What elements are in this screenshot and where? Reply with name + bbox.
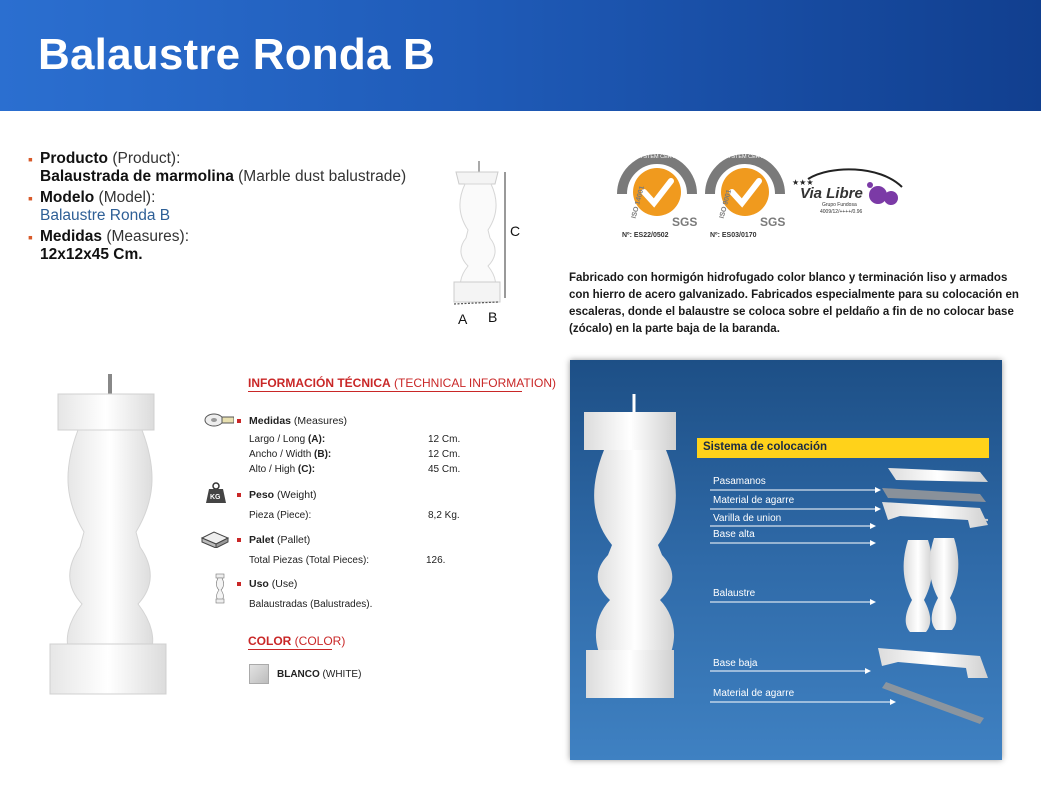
producto-label: Producto	[40, 150, 109, 167]
baluster-diagram-icon	[440, 158, 530, 328]
producto-value: Balaustrada de marmolina	[40, 168, 234, 185]
baluster-use-icon	[215, 572, 225, 607]
peso-section: Peso (Weight)	[237, 489, 317, 501]
largo-row: Largo / Long (A):	[249, 434, 326, 445]
header-banner	[0, 0, 1041, 111]
tape-measure-icon	[202, 412, 234, 431]
label-a: A	[458, 311, 468, 327]
cert-number: Nº: ES22/0502	[622, 232, 669, 239]
baluster-photo-icon	[40, 372, 180, 712]
product-row	[28, 150, 438, 186]
svg-text:Grupo Fundosa: Grupo Fundosa	[822, 202, 857, 208]
certification-seal-icon	[614, 148, 700, 232]
product-info	[28, 150, 438, 264]
tech-title-rule	[248, 391, 522, 392]
largo-value: 12 Cm.	[428, 434, 461, 445]
svg-text:SYSTEM CERTIFICATION: SYSTEM CERTIFICATION	[636, 154, 700, 160]
pieza-row: Pieza (Piece):	[249, 510, 312, 521]
label-material-agarre-2: Material de agarre	[713, 688, 795, 699]
modelo-en: (Model):	[94, 189, 156, 206]
label-b: B	[488, 309, 498, 325]
producto-en: (Product):	[108, 150, 181, 167]
installation-illustration-icon	[570, 360, 1002, 760]
svg-text:ISO 9001: ISO 9001	[718, 188, 734, 220]
svg-text:ISO 14001: ISO 14001	[630, 185, 647, 220]
color-title: COLOR (COLOR)	[248, 634, 346, 648]
palet-section: Palet (Pallet)	[237, 534, 310, 546]
model-row	[28, 189, 438, 225]
svg-text:KG: KG	[210, 494, 221, 501]
installation-panel	[570, 360, 1002, 760]
ancho-row: Ancho / Width (B):	[249, 449, 332, 460]
total-value: 126.	[426, 555, 446, 566]
dimension-diagram	[440, 158, 530, 328]
tech-title: INFORMACIÓN TÉCNICA (TECHNICAL INFORMATION)	[248, 376, 556, 390]
bullet-icon: ▪	[28, 151, 33, 167]
uso-section: Uso (Use)	[237, 578, 297, 590]
installation-title: Sistema de colocación	[703, 441, 827, 453]
producto-value-en: (Marble dust balustrade)	[233, 168, 407, 185]
modelo-value: Balaustre Ronda B	[40, 207, 171, 224]
medidas-section: Medidas (Measures)	[237, 415, 347, 427]
medidas-en: (Measures):	[102, 228, 190, 245]
svg-text:4009/12/++++/0.96: 4009/12/++++/0.96	[820, 209, 863, 215]
baluster-photo	[40, 372, 180, 712]
pallet-icon	[200, 530, 230, 551]
bullet-icon: ▪	[28, 190, 33, 206]
bullet-icon: ▪	[28, 229, 33, 245]
installation-title-bar	[697, 438, 989, 458]
pieza-value: 8,2 Kg.	[428, 510, 460, 521]
modelo-label: Modelo	[40, 189, 95, 206]
medidas-value: 12x12x45 Cm.	[40, 246, 143, 263]
certification-seal-icon	[702, 148, 788, 232]
label-base-alta: Base alta	[713, 529, 755, 540]
alto-row: Alto / High (C):	[249, 464, 316, 475]
total-row: Total Piezas (Total Pieces):	[249, 555, 370, 566]
weight-icon	[205, 482, 227, 507]
label-varilla: Varilla de union	[713, 513, 782, 524]
label-pasamanos: Pasamanos	[713, 476, 766, 487]
svg-text:★★★: ★★★	[792, 178, 814, 187]
label-c: C	[510, 223, 521, 239]
label-base-baja: Base baja	[713, 658, 758, 669]
svg-text:Via Libre: Via Libre	[800, 185, 863, 202]
label-balaustre: Balaustre	[713, 588, 756, 599]
svg-text:SGS: SGS	[672, 215, 698, 229]
cert-iso14001	[614, 148, 700, 243]
uso-value: Balaustradas (Balustrades).	[249, 599, 373, 610]
medidas-label: Medidas	[40, 228, 103, 245]
color-value: BLANCO (WHITE)	[277, 669, 362, 680]
via-libre-logo-icon	[790, 165, 905, 215]
product-description: Fabricado con hormigón hidrofugado color blanco y terminación liso y armados con hierro de acero galvanizado. Fabricados especialmente para su colocación en escaleras, donde el balaustre se coloca sobre el peldaño a fin de no colocar base (zócalo) en la parte baja de la baranda.	[569, 272, 1019, 335]
color-swatch	[249, 664, 269, 684]
svg-text:SGS: SGS	[760, 215, 786, 229]
cert-number: Nº: ES03/0170	[710, 232, 757, 239]
color-title-rule	[248, 649, 332, 650]
page-title: Balaustre Ronda B	[38, 30, 436, 79]
ancho-value: 12 Cm.	[428, 449, 461, 460]
via-libre-logo	[790, 165, 905, 215]
alto-value: 45 Cm.	[428, 464, 461, 475]
measures-row	[28, 228, 438, 264]
svg-text:SYSTEM CERTIFICATION: SYSTEM CERTIFICATION	[724, 154, 788, 160]
cert-iso9001	[702, 148, 788, 243]
label-material-agarre: Material de agarre	[713, 495, 795, 506]
